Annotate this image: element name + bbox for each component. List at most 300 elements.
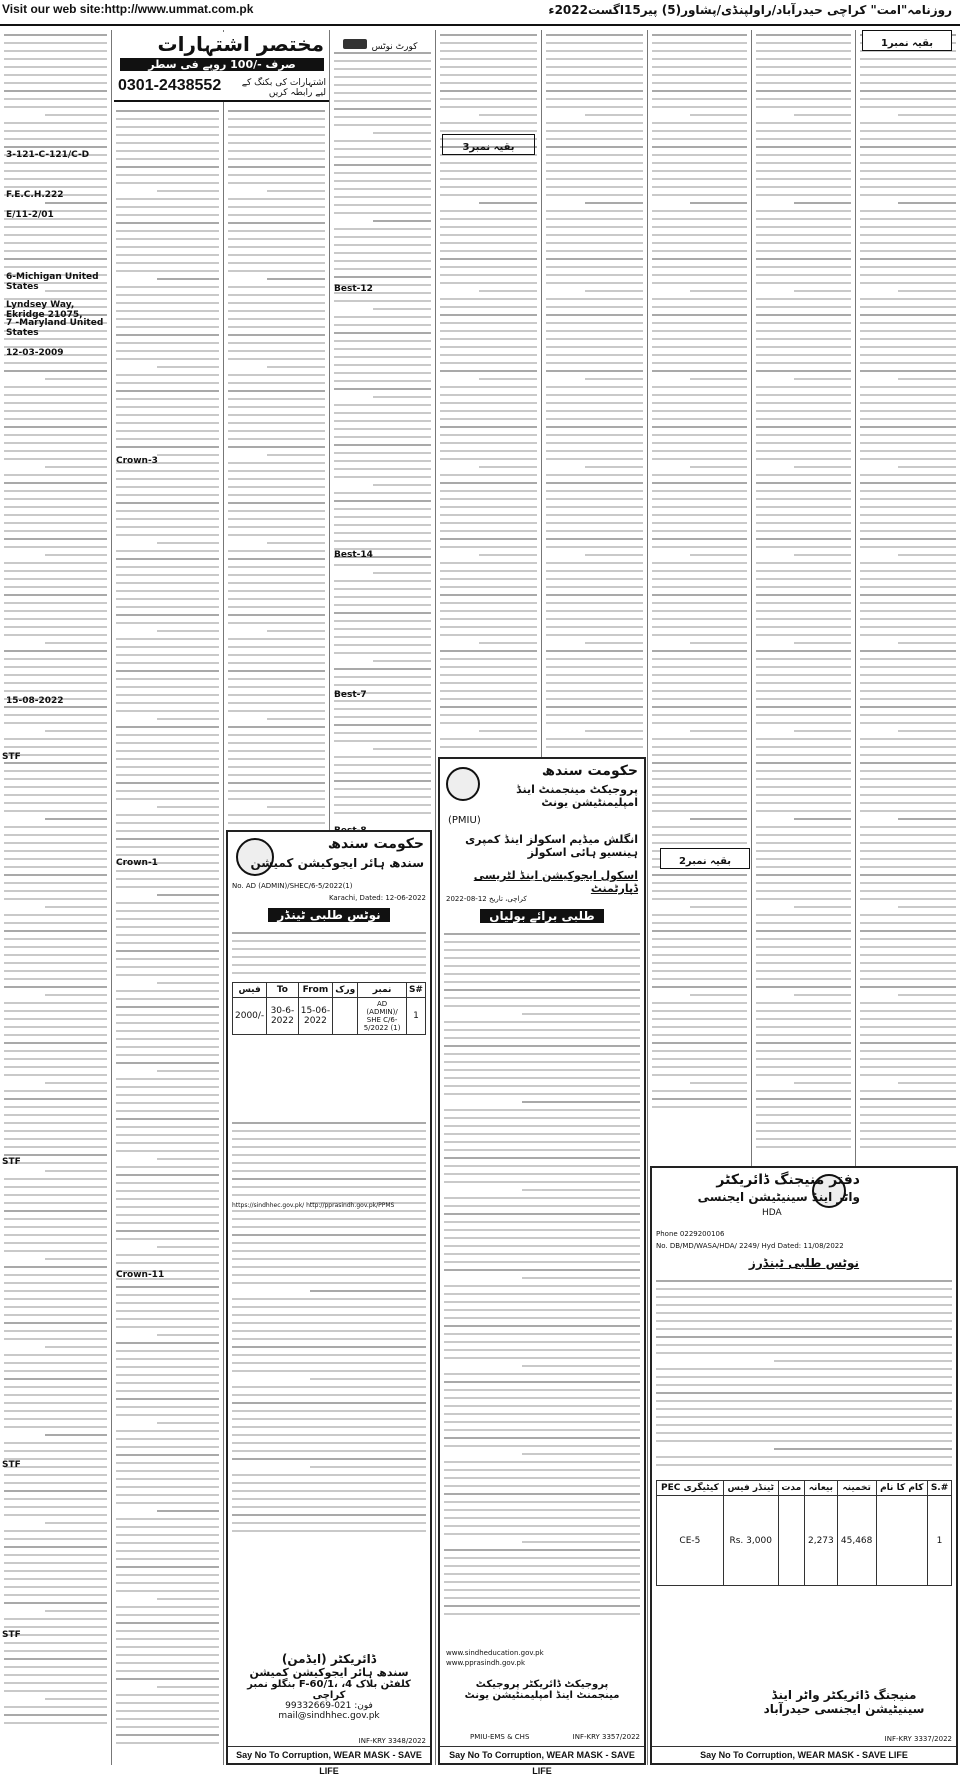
text-line [444,1397,640,1399]
wasa-heading: نوٹس طلبی ٹینڈرز [748,1256,860,1270]
text-line [157,806,219,808]
text-line [546,42,643,44]
hec-phone: فون: 021-99332669 [285,1701,373,1711]
text-line [656,1440,952,1442]
pmiu-website-1[interactable]: www.sindheducation.gov.pk [446,1649,544,1657]
text-line [444,1157,640,1159]
text-line [45,554,107,556]
text-line [652,1066,747,1068]
text-line [440,218,537,220]
text-line [440,514,537,516]
text-line [4,1266,107,1268]
text-line [334,140,431,142]
text-line [756,354,851,356]
text-line [860,266,956,268]
text-line [756,562,851,564]
text-line [228,422,325,424]
text-line [656,1408,952,1410]
text-line [440,450,537,452]
text-line [546,354,643,356]
text-line [116,838,219,840]
text-line [45,730,107,732]
text-line [334,764,431,766]
text-line [756,370,851,372]
text-line [334,524,431,526]
text-line [652,930,747,932]
text-line [116,230,219,232]
article-heading-2 [660,848,750,869]
text-line [4,394,107,396]
text-line [444,1325,640,1327]
text-line [116,382,219,384]
text-line [4,1410,107,1412]
text-line [444,1421,640,1423]
text-line [652,282,747,284]
text-line [45,994,107,996]
text-line [116,1526,219,1528]
text-line [4,938,107,940]
text-line [4,130,107,132]
text-line [116,294,219,296]
text-line [860,458,956,460]
text-line [522,1365,640,1367]
text-line [444,1485,640,1487]
text-line [479,642,537,644]
text-line [4,674,107,676]
text-line [652,106,747,108]
text-line [4,1242,107,1244]
text-line [232,1210,426,1212]
text-line [479,290,537,292]
text-line [232,1218,426,1220]
text-line [373,220,431,222]
text-line [756,674,851,676]
text-line [228,686,325,688]
text-line [116,1454,219,1456]
text-line [116,486,219,488]
text-line [860,1106,956,1108]
text-line [756,578,851,580]
text-line [4,1098,107,1100]
text-line [157,1334,219,1336]
text-line [444,949,640,951]
text-line [4,914,107,916]
text-line [756,690,851,692]
table-row [657,1496,952,1586]
text-line [232,1458,426,1460]
text-line [546,330,643,332]
text-line [4,1666,107,1668]
text-line [4,1106,107,1108]
text-line [334,148,431,150]
text-line [860,498,956,500]
text-line [444,1445,640,1447]
text-line [116,734,219,736]
text-line [444,1245,640,1247]
text-line [652,530,747,532]
text-line [652,970,747,972]
text-line [267,454,325,456]
column-2-text [116,110,219,1750]
text-line [756,58,851,60]
text-line [756,594,851,596]
text-line [440,354,537,356]
text-line [652,394,747,396]
wasa-phone: Phone 0229200106 [656,1230,725,1238]
text-line [116,174,219,176]
text-line [310,1466,426,1468]
text-line [116,534,219,536]
text-line [4,874,107,876]
text-line [228,358,325,360]
text-line [4,1570,107,1572]
text-line [116,1486,219,1488]
text-line [444,1597,640,1599]
text-line [4,658,107,660]
text-line [4,522,107,524]
text-line [228,774,325,776]
text-line [4,1418,107,1420]
text-line [444,1333,640,1335]
text-line [860,314,956,316]
text-line [334,332,431,334]
text-line [116,590,219,592]
text-line [232,1186,426,1188]
text-line [546,482,643,484]
fragment: Crown-11 [116,1270,165,1280]
text-line [444,1461,640,1463]
text-line [756,1130,851,1132]
text-line [860,786,956,788]
text-line [4,546,107,548]
text-line [334,260,431,262]
classifieds-phone[interactable]: 0301-2438552 [118,77,222,94]
text-line [794,906,851,908]
text-line [444,1149,640,1151]
text-line [4,434,107,436]
text-line [546,242,643,244]
text-line [860,242,956,244]
hec-address: بنگلو نمبر F-60/1، کلفٹن بلاک 4، کراچی [247,1679,411,1701]
text-line [116,1094,219,1096]
text-line [334,244,431,246]
text-line [440,546,537,548]
text-line [652,874,747,876]
text-line [546,402,643,404]
text-line [690,642,747,644]
text-line [652,298,747,300]
text-line [4,362,107,364]
text-line [232,1346,426,1348]
text-line [656,1304,952,1306]
text-line [116,822,219,824]
text-line [656,1464,952,1466]
text-line [756,386,851,388]
text-line [4,842,107,844]
text-line [232,1418,426,1420]
text-line [656,1336,952,1338]
text-line [860,418,956,420]
text-line [4,410,107,412]
classifieds-rate: صرف -/100 روپے فی سطر [120,58,324,71]
text-line [4,186,107,188]
text-line [228,406,325,408]
text-line [157,366,219,368]
text-line [860,394,956,396]
text-line [652,450,747,452]
text-line [656,1416,952,1418]
text-line [228,558,325,560]
text-line [4,626,107,628]
text-line [440,562,537,564]
text-line [444,957,640,959]
text-line [656,1296,952,1298]
hec-body [232,932,426,980]
text-line [4,962,107,964]
text-line [228,286,325,288]
pmiu-website-2[interactable]: www.pprasindh.gov.pk [446,1659,525,1667]
wasa-org: واٹر اینڈ سینیٹیشن ایجنسی [697,1190,860,1204]
text-line [4,1562,107,1564]
text-line [860,930,956,932]
text-line [440,658,537,660]
text-line [440,610,537,612]
text-line [444,1117,640,1119]
text-line [334,188,431,190]
text-line [232,972,426,974]
text-line [228,142,325,144]
text-line [756,74,851,76]
text-line [756,762,851,764]
text-line [116,214,219,216]
table-header: PEC کیٹیگری [657,1481,724,1496]
column-8-text [756,34,851,1154]
text-line [652,58,747,60]
text-line [652,138,747,140]
text-line [116,526,219,528]
text-line [373,132,431,134]
text-line [794,466,851,468]
text-line [652,194,747,196]
text-line [4,226,107,228]
wasa-table-grid [656,1480,952,1586]
text-line [232,1242,426,1244]
text-line [860,754,956,756]
text-line [4,810,107,812]
text-line [334,172,431,174]
text-line [116,1062,219,1064]
text-line [4,1530,107,1532]
text-line [652,522,747,524]
pmiu-unit-abbr: (PMIU) [448,815,481,826]
text-line [334,324,431,326]
text-line [652,306,747,308]
text-line [652,130,747,132]
text-line [373,748,431,750]
text-line [4,890,107,892]
text-line [440,346,537,348]
text-line [232,1386,426,1388]
table-header: ٹینڈر فیس [723,1481,778,1496]
text-line [4,338,107,340]
text-line [116,1014,219,1016]
table-header: کام کا نام [876,1481,928,1496]
text-line [898,202,956,204]
text-line [116,1190,219,1192]
text-line [4,1226,107,1228]
text-line [652,330,747,332]
text-line [334,204,431,206]
fragment: STF [2,1630,21,1640]
text-line [652,794,747,796]
table-cell [333,998,358,1035]
text-line [479,466,537,468]
text-line [860,562,956,564]
text-line [334,604,431,606]
hec-email[interactable]: mail@sindhhec.gov.pk [278,1711,380,1721]
text-line [116,398,219,400]
text-line [4,762,107,764]
text-line [116,1286,219,1288]
text-line [546,458,643,460]
text-line [116,1030,219,1032]
text-line [4,442,107,444]
text-line [334,428,431,430]
text-line [546,634,643,636]
text-line [4,1506,107,1508]
text-line [652,802,747,804]
text-line [652,50,747,52]
text-line [4,1290,107,1292]
text-line [860,602,956,604]
text-line [4,1354,107,1356]
text-line [4,770,107,772]
text-line [4,482,107,484]
fragment: STF [2,752,21,762]
text-line [334,356,431,358]
text-line [4,1690,107,1692]
text-line [546,594,643,596]
text-line [860,442,956,444]
text-line [116,1366,219,1368]
text-line [860,1114,956,1116]
text-line [116,574,219,576]
text-line [860,90,956,92]
text-line [756,322,851,324]
text-line [4,954,107,956]
wasa-table [656,1480,952,1586]
text-line [546,746,643,748]
text-line [116,1102,219,1104]
text-line [228,622,325,624]
text-line [4,1202,107,1204]
text-line [116,774,219,776]
text-line [4,66,107,68]
text-line [334,68,431,70]
text-line [444,1093,640,1095]
text-line [546,370,643,372]
text-line [860,954,956,956]
text-line [440,370,537,372]
text-line [756,498,851,500]
text-line [860,338,956,340]
text-line [756,106,851,108]
text-line [232,1178,426,1180]
text-line [546,210,643,212]
text-line [440,34,537,36]
text-line [652,962,747,964]
text-line [794,554,851,556]
text-line [228,726,325,728]
text-line [228,222,325,224]
text-line [4,1090,107,1092]
text-line [546,122,643,124]
text-line [546,338,643,340]
text-line [4,50,107,52]
text-line [756,514,851,516]
text-line [656,1328,952,1330]
text-line [440,482,537,484]
text-line [4,138,107,140]
text-line [228,614,325,616]
text-line [4,146,107,148]
article-title: بقیہ نمبر3 [462,142,515,153]
text-line [4,242,107,244]
text-line [546,610,643,612]
text-line [4,1154,107,1156]
hec-signature-block [232,1652,426,1721]
text-line [232,1330,426,1332]
text-line [4,978,107,980]
text-line [334,668,431,670]
table-header: تخمینہ [837,1481,876,1496]
hec-url[interactable]: https://sindhhec.gov.pk/ http://pprasindh.gov.pk/PPMS [232,1202,395,1209]
text-line [860,170,956,172]
text-line [652,754,747,756]
text-line [546,162,643,164]
text-line [4,1682,107,1684]
text-line [116,238,219,240]
text-line [116,670,219,672]
text-line [4,826,107,828]
text-line [334,788,431,790]
text-line [756,722,851,724]
text-line [756,50,851,52]
text-line [116,438,219,440]
text-line [116,1398,219,1400]
text-line [45,1522,107,1524]
text-line [652,1026,747,1028]
text-line [652,954,747,956]
text-line [656,1456,952,1458]
text-line [546,74,643,76]
text-line [546,586,643,588]
text-line [116,350,219,352]
text-line [440,538,537,540]
text-line [157,1246,219,1248]
text-line [652,698,747,700]
text-line [228,782,325,784]
text-line [4,898,107,900]
text-line [756,770,851,772]
text-line [860,866,956,868]
text-line [652,218,747,220]
text-line [4,418,107,420]
text-line [444,1469,640,1471]
text-line [860,986,956,988]
text-line [334,700,431,702]
website-link[interactable]: Visit our web site:http://www.ummat.com.pk [2,2,254,16]
